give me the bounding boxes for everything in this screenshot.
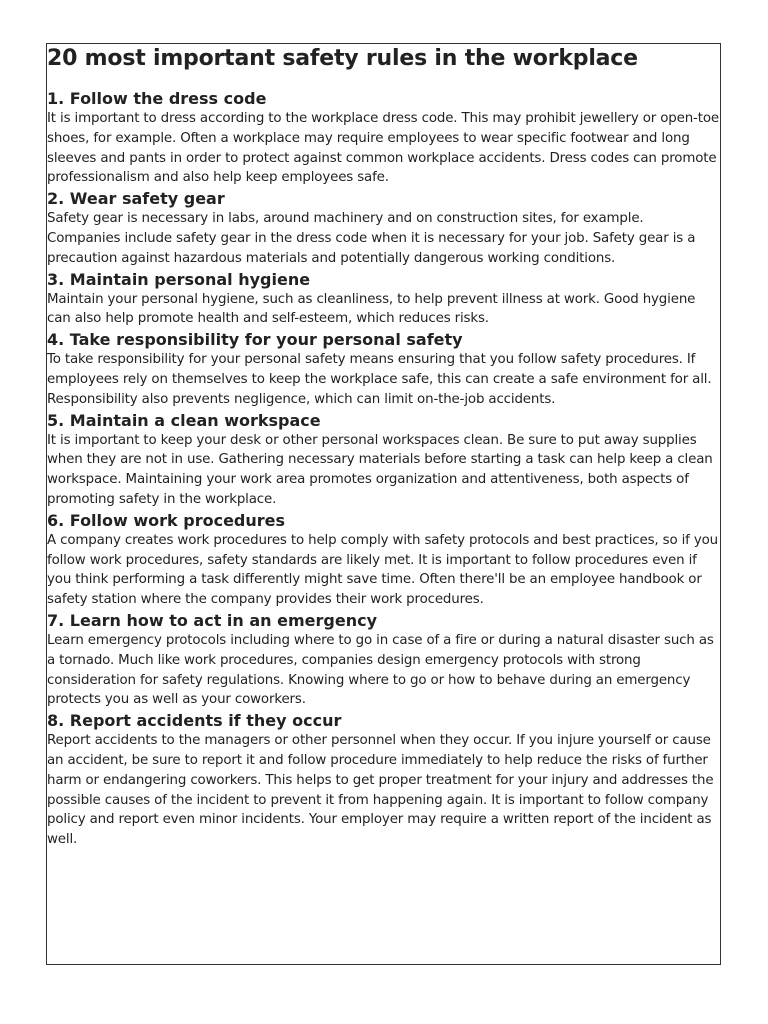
rule-item (47, 710, 720, 850)
rule-item (47, 410, 720, 510)
rule-body (47, 290, 720, 330)
rule-body (47, 350, 720, 409)
rule-item (47, 188, 720, 268)
rule-text: It is important to dress according to the workplace dress code. This may prohibit jewellery or open-toe shoes, for example. Often a workplace may require employees to wear specific footwear and long sleeves and pants in order to protect against common workplace accidents. Dress codes can promote professionalism and also help keep employees safe. (47, 111, 719, 186)
rule-heading: 2. Wear safety gear (47, 189, 225, 209)
rule-heading: 1. Follow the dress code (47, 89, 267, 108)
rule-heading: 3. Maintain personal hygiene (47, 269, 311, 289)
rule-text: Maintain your personal hygiene, such as cleanliness, to help prevent illness at work. Good hygiene can also help promote health and self-esteem, which reduces risks. (47, 291, 696, 327)
rule-heading: 5. Maintain a clean workspace (47, 410, 321, 430)
rule-text: Report accidents to the managers or other personnel when they occur. If you injure yourself or cause an accident, be sure to report it and follow procedure immediately to help reduce the risks of further harm or endangering coworkers. This helps to get proper treatment for your injury and addresses the possible causes of the incident to prevent it from happening again. It is important to follow company policy and report even minor incidents. Your employer may require a written report of the incident as well. (47, 733, 714, 848)
rule-item (47, 88, 720, 188)
rule-text: A company creates work (47, 532, 214, 548)
procedures-link[interactable]: procedures (213, 532, 287, 548)
rule-item (47, 610, 720, 710)
rules-list (47, 88, 720, 850)
rule-text: It is important to keep your desk or other personal workspaces clean. Be sure to put away supplies when they are not in use. Gathering necessary materials before starting a task can help keep a clean workspace. Maintaining your work area promotes organization and attentiveness, both aspects of promoting safety in the workplace. (47, 432, 713, 507)
document-frame (46, 43, 721, 965)
rule-body (47, 631, 720, 710)
rule-body (47, 531, 720, 610)
rule-heading: 8. Report accidents if they occur (47, 711, 342, 731)
rule-text: To take responsibility for your personal safety means ensuring that you follow safety procedures. If employees rely on themselves to keep the workplace safe, this can create a safe environment for all. Responsibility also prevents negligence, which can limit on-the-job accidents. (47, 352, 712, 407)
rule-heading: 7. Learn how to act in an emergency (47, 610, 377, 630)
rule-text: Safety gear is necessary in labs, around machinery and on construction sites, for example. Companies include safety gear in the dress code when it is necessary for your job. Safety gear is a precaution against hazardous materials and potentially dangerous working conditions. (47, 211, 696, 266)
document-title: 20 most important safety rules in the workplace (47, 46, 638, 71)
rule-body (47, 209, 720, 268)
rule-heading: 4. Take responsibility for your personal safety (47, 330, 463, 350)
rule-item (47, 329, 720, 409)
rule-item (47, 510, 720, 610)
rule-item (47, 269, 720, 330)
rule-body (47, 109, 720, 188)
rule-heading: 6. Follow work procedures (47, 510, 286, 530)
rule-body (47, 731, 720, 850)
rule-text: Learn emergency protocols including where to go in case of a fire or during a natural disaster such as a tornado. Much like work procedures, companies design emergency protocols with strong consideration for safety regulations. Knowing where to go or how to behave during an emergency protects you as well as your coworkers. (47, 632, 714, 708)
rule-body (47, 431, 720, 510)
rule-text: to help comply with safety protocols and best practices, so if you follow work procedures, safety standards are likely met. It is important to follow procedures even if you think performing a task differently might save time. Often there'll be an employee handbook or safety station where the company provides their work procedures. (47, 532, 718, 608)
